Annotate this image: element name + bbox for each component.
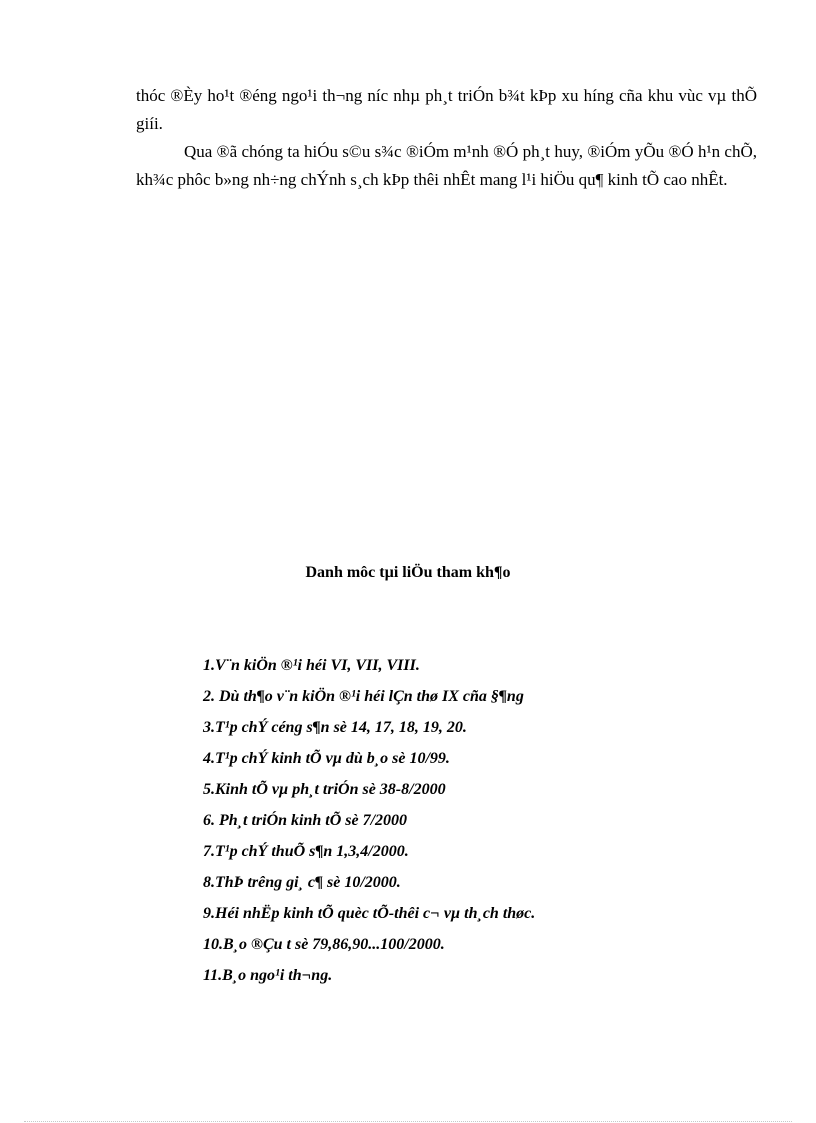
reference-item: 6. Ph¸t triÓn kinh tÕ sè 7/2000 <box>203 812 408 829</box>
reference-item: 3.T¹p chÝ céng s¶n sè 14, 17, 18, 19, 20. <box>203 719 467 736</box>
reference-item: 4.T¹p chÝ kinh tÕ vµ dù b¸o sè 10/99. <box>203 750 450 767</box>
reference-item: 1.V¨n kiÖn ®¹i héi VI, VII, VIII. <box>203 657 420 674</box>
page-bottom-divider <box>24 1121 792 1122</box>
body-text <box>136 82 757 194</box>
paragraph-continuation: thóc ®Èy ho¹t ®éng ngo¹i th¬ng níc nhµ ph¸t triÓn b¾t kÞp xu híng cña khu vùc vµ thÕ giíi. <box>136 86 757 133</box>
reference-item: 9.Héi nhËp kinh tÕ quèc tÕ-thêi c¬ vµ th¸ch thøc. <box>203 905 536 922</box>
paragraph-conclusion: Qua ®ã chóng ta hiÓu s©u s¾c ®iÓm m¹nh ®Ó ph¸t huy, ®iÓm yÕu ®Ó h¹n chÕ, kh¾c phôc b»ng nh÷ng chÝnh s¸ch kÞp thêi nhÊt mang l¹i hiÖu qu¶ kinh tÕ cao nhÊt. <box>136 142 757 189</box>
reference-item: 5.Kinh tÕ vµ ph¸t triÓn sè 38-8/2000 <box>203 781 446 798</box>
reference-item: 8.ThÞ trêng gi¸ c¶ sè 10/2000. <box>203 874 401 891</box>
reference-item: 2. Dù th¶o v¨n kiÖn ®¹i héi lÇn thø IX cña §¶ng <box>203 688 524 705</box>
references-title: Danh môc tµi liÖu tham kh¶o <box>305 564 511 581</box>
references-list <box>203 654 535 995</box>
reference-item: 7.T¹p chÝ thuÕ s¶n 1,3,4/2000. <box>203 843 409 860</box>
reference-item: 10.B¸o ®Çu t sè 79,86,90...100/2000. <box>203 936 445 953</box>
reference-item: 11.B¸o ngo¹i th¬ng. <box>203 967 333 984</box>
